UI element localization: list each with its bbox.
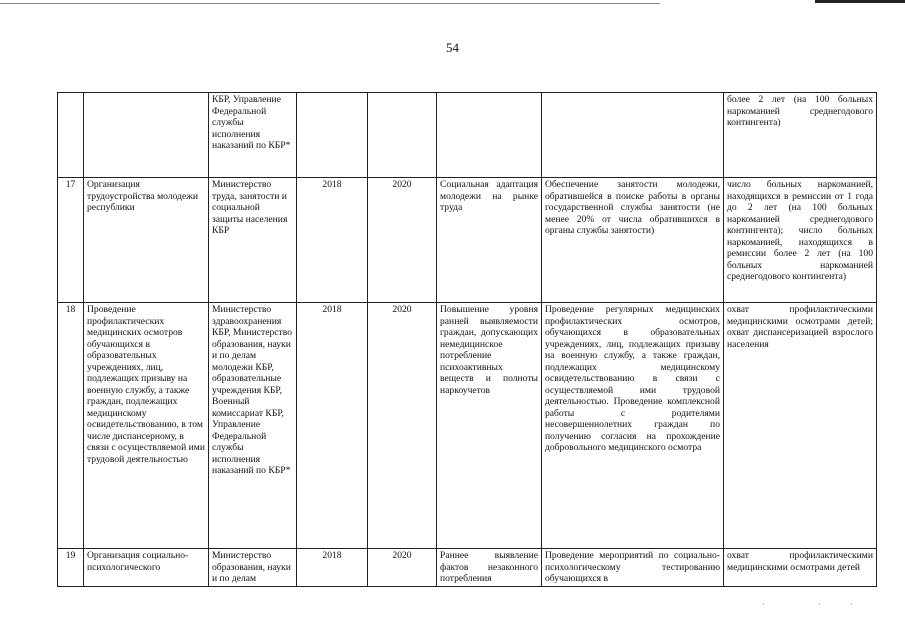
content	[542, 93, 724, 178]
row-number: 17	[58, 178, 84, 303]
end-year: 2020	[368, 549, 437, 587]
page-number: 54	[446, 40, 459, 55]
activity-name: Организация социально-психологического	[84, 549, 209, 587]
direction: Раннее выявление фактов незаконного потребления	[437, 549, 542, 587]
content: Проведение мероприятий по социально-психологическому тестированию обучающихся в	[542, 549, 724, 587]
table-row	[58, 303, 877, 549]
direction	[437, 93, 542, 178]
start-year: 2018	[297, 303, 368, 549]
end-year: 2020	[368, 303, 437, 549]
executor: Министерство труда, занятости и социальной защиты населения КБР	[209, 178, 297, 303]
start-year: 2018	[297, 549, 368, 587]
executor: КБР, Управление Федеральной службы исполнения наказаний по КБР*	[209, 93, 297, 178]
scan-speck: ·	[762, 600, 765, 609]
row-number: 18	[58, 303, 84, 549]
program-table	[57, 92, 877, 587]
direction: Социальная адаптация молодежи на рынке труда	[437, 178, 542, 303]
top-mark	[815, 0, 905, 3]
indicators: охват профилактическими медицинскими осмотрами детей	[724, 549, 877, 587]
content: Обеспечение занятости молодежи, обратившейся в поиске работы в органы государственной службы занятости (не менее 20% от числа обратившихся в органы службы занятости)	[542, 178, 724, 303]
scan-speck: ·	[850, 600, 853, 609]
activity-name: Проведение профилактических медицинских осмотров обучающихся в образовательных учреждениях, лиц, подлежащих призыву на военную службу, а также граждан, подлежащих медицинскому освидетельствованию, в том числе диспансерному, в связи с осуществляемой ими трудовой деятельностью	[84, 303, 209, 549]
indicators: число больных наркоманией, находящихся в ремиссии от 1 года до 2 лет (на 100 больных наркоманией среднегодового контингента); число больных наркоманией, находящихся в ремиссии более 2 лет (на 100 больных наркоманией среднегодового контингента)	[724, 178, 877, 303]
start-year	[297, 93, 368, 178]
executor: Министерство образования, науки и по делам	[209, 549, 297, 587]
table-row	[58, 93, 877, 178]
row-number: 19	[58, 549, 84, 587]
end-year: 2020	[368, 178, 437, 303]
row-number	[58, 93, 84, 178]
direction: Повышение уровня ранней выявляемости граждан, допускающих немедицинское потребление психоактивных веществ и полноты наркоучетов	[437, 303, 542, 549]
indicators: охват профилактическими медицинскими осмотрами детей; охват диспансеризацией взрослого населения	[724, 303, 877, 549]
end-year	[368, 93, 437, 178]
activity-name	[84, 93, 209, 178]
table-row	[58, 549, 877, 587]
table-row	[58, 178, 877, 303]
executor: Министерство здравоохранения КБР, Министерство образования, науки и по делам молодежи КБР, образовательные учреждения КБР, Военный комиссариат КБР, Управление Федеральной службы исполнения наказаний по КБР*	[209, 303, 297, 549]
top-rule	[0, 3, 660, 4]
scan-speck: ·	[818, 600, 821, 609]
start-year: 2018	[297, 178, 368, 303]
activity-name: Организация трудоустройства молодежи республики	[84, 178, 209, 303]
content: Проведение регулярных медицинских профилактических осмотров, обучающихся в образовательных учреждениях, лиц, подлежащих призыву на военную службу, а также граждан, подлежащих медицинскому освидетельствованию в связи с осуществляемой ими трудовой деятельностью. Проведение комплексной работы с родителями несовершеннолетних граждан по получению согласия на прохождение добровольного медицинского осмотра	[542, 303, 724, 549]
indicators: более 2 лет (на 100 больных наркоманией среднегодового контингента)	[724, 93, 877, 178]
